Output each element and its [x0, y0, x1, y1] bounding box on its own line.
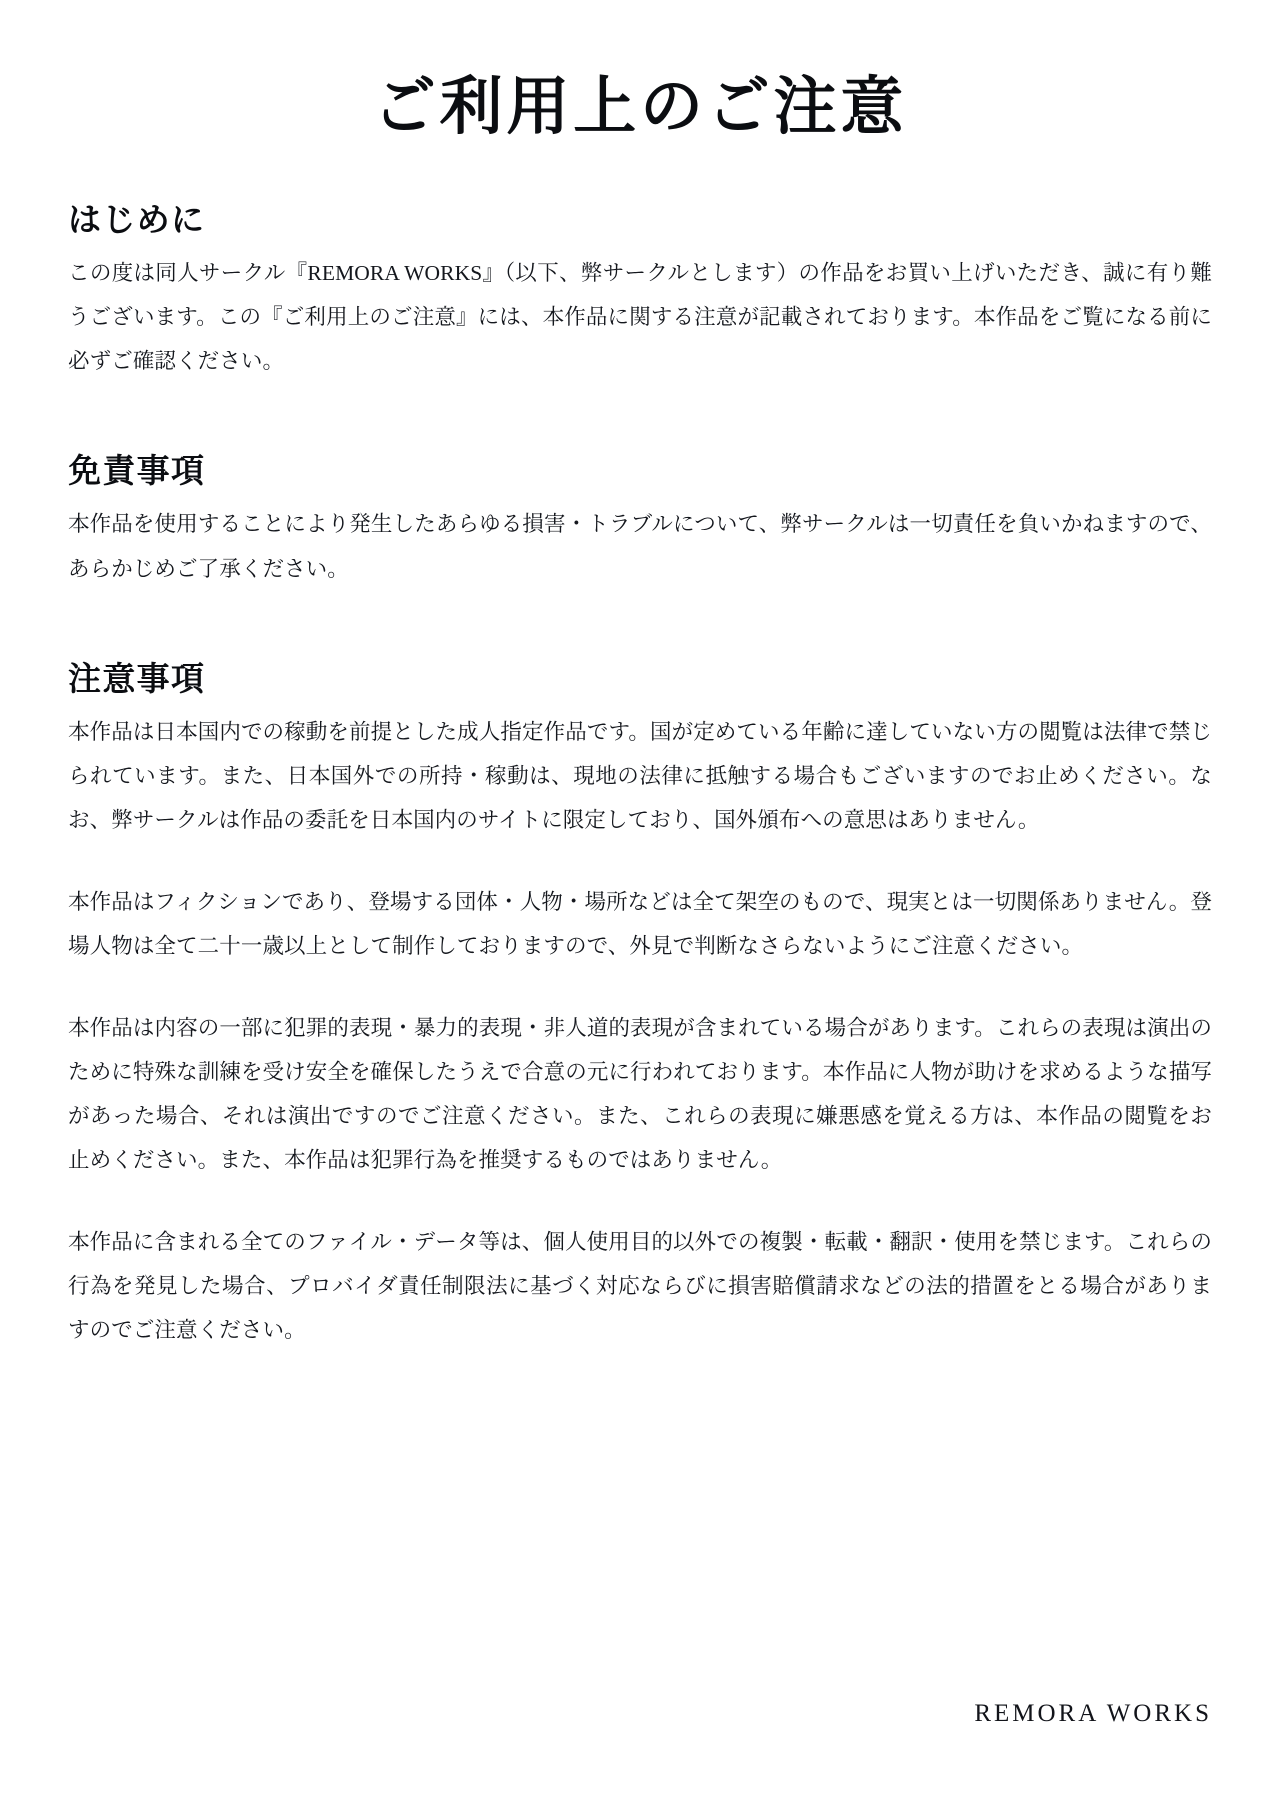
section-disclaimer [68, 445, 1212, 590]
section-paragraph: 本作品を使用することにより発生したあらゆる損害・トラブルについて、弊サークルは一切責任を負いかねますので、あらかじめご了承ください。 [68, 512, 1212, 581]
section-paragraph: 本作品は日本国内での稼動を前提とした成人指定作品です。国が定めている年齢に達していない方の閲覧は法律で禁じられています。また、日本国外での所持・稼動は、現地の法律に抵触する場合もございますのでお止めください。なお、弊サークルは作品の委託を日本国内のサイトに限定しており、国外頒布への意思はありません。 [68, 719, 1212, 832]
section-paragraph: 本作品に含まれる全てのファイル・データ等は、個人使用目的以外での複製・転載・翻訳・使用を禁じます。これらの行為を発見した場合、プロバイダ責任制限法に基づく対応ならびに損害賠償請求などの法的措置をとる場合がありますのでご注意ください。 [68, 1230, 1212, 1343]
page-title: ご利用上のご注意 [372, 72, 908, 142]
circle-signature: REMORA WORKS [974, 1700, 1212, 1727]
section-paragraph: この度は同人サークル『REMORA WORKS』（以下、弊サークルとします）の作品をお買い上げいただき、誠に有り難うございます。この『ご利用上のご注意』には、本作品に関する注意が記載されております。本作品をご覧になる前に必ずご確認ください。 [68, 261, 1212, 374]
section-introduction [68, 194, 1212, 383]
section-precautions [68, 653, 1212, 1353]
section-heading-disclaimer: 免責事項 [68, 454, 206, 491]
section-paragraph: 本作品はフィクションであり、登場する団体・人物・場所などは全て架空のもので、現実とは一切関係ありません。登場人物は全て二十一歳以上として制作しておりますので、外見で判断なさらないようにご注意ください。 [68, 889, 1212, 958]
section-heading-precautions: 注意事項 [68, 661, 206, 698]
section-paragraph: 本作品は内容の一部に犯罪的表現・暴力的表現・非人道的表現が含まれている場合があります。これらの表現は演出のために特殊な訓練を受け安全を確保したうえで合意の元に行われております。本作品に人物が助けを求めるような描写があった場合、それは演出ですのでご注意ください。また、これらの表現に嫌悪感を覚える方は、本作品の閲覧をお止めください。また、本作品は犯罪行為を推奨するものではありません。 [68, 1015, 1212, 1173]
section-heading-introduction: はじめに [68, 203, 206, 240]
